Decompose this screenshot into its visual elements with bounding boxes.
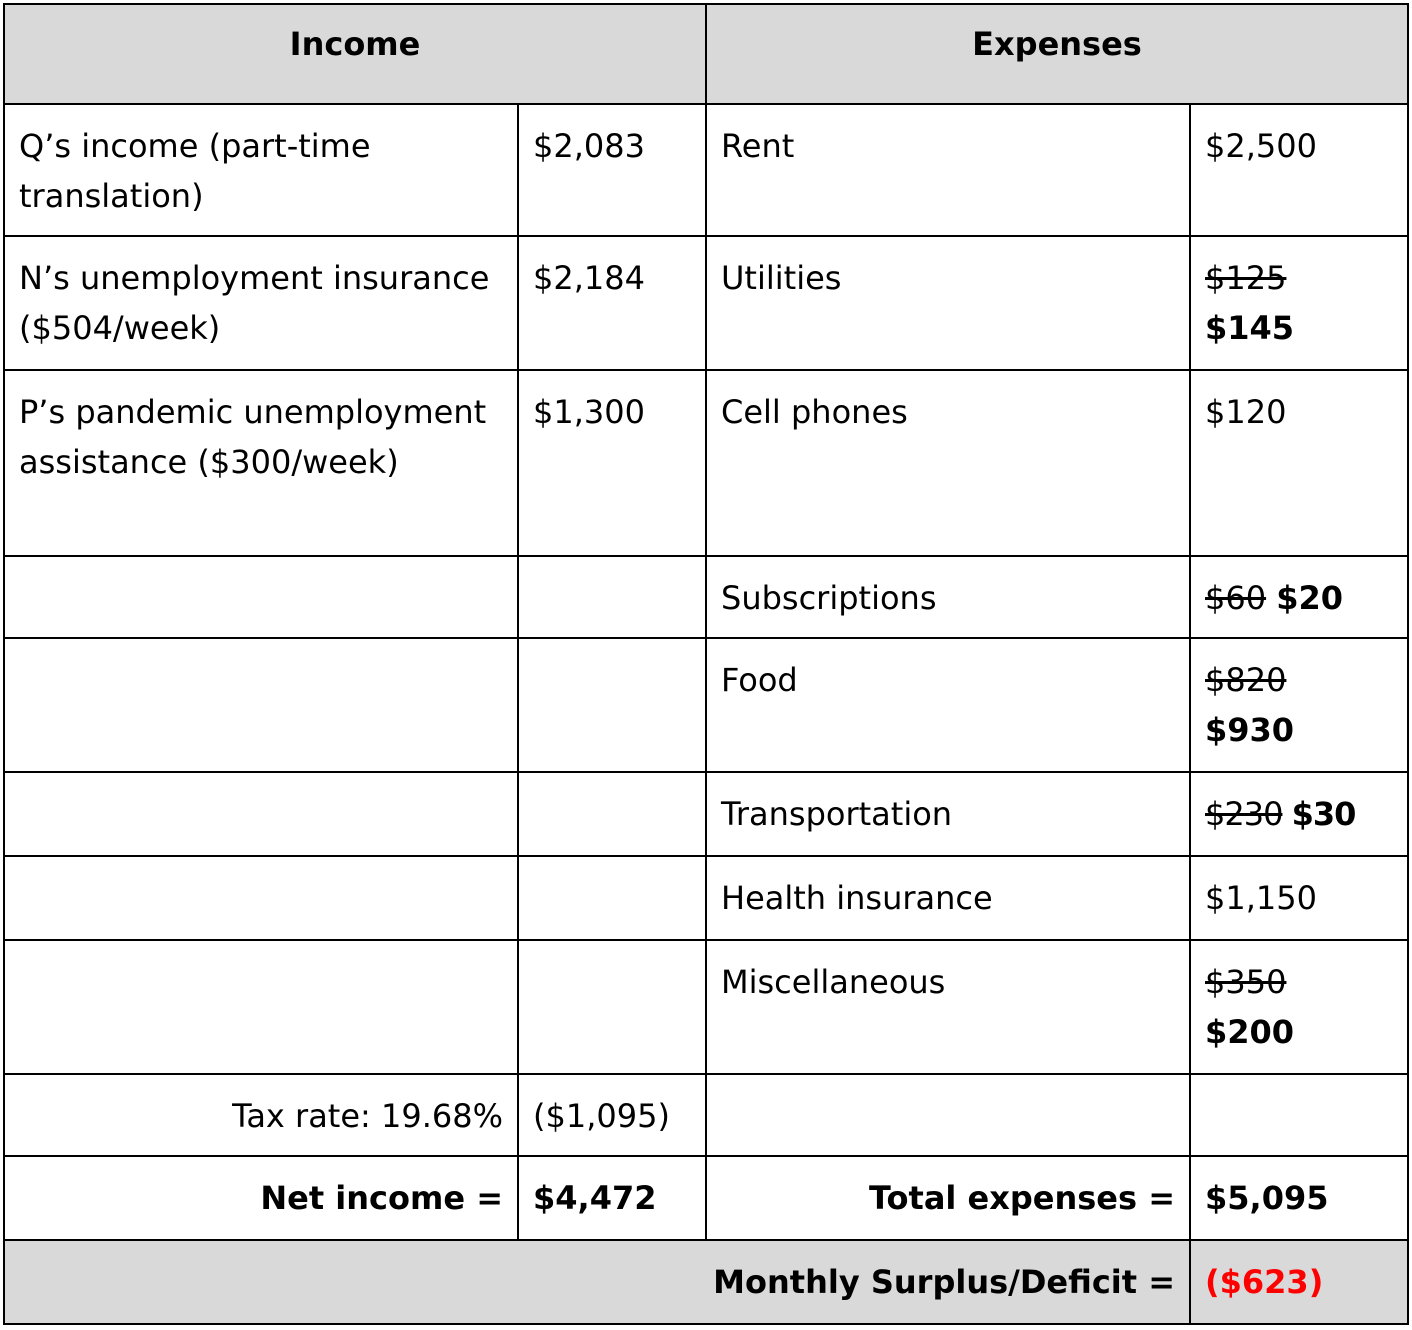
expense-new-value: $20 — [1276, 579, 1344, 617]
table-row — [4, 556, 1408, 638]
empty-cell — [4, 856, 518, 940]
income-label: N’s unemployment insurance ($504/week) — [4, 236, 518, 370]
expense-old-value: $125 — [1205, 259, 1287, 297]
empty-cell — [4, 556, 518, 638]
empty-cell — [518, 556, 706, 638]
empty-cell — [518, 940, 706, 1074]
empty-cell — [4, 638, 518, 772]
tax-rate-label: Tax rate: 19.68% — [4, 1074, 518, 1156]
expense-new-value: $930 — [1205, 711, 1295, 749]
empty-cell — [518, 638, 706, 772]
income-value: $2,083 — [518, 104, 706, 236]
empty-cell — [706, 1074, 1190, 1156]
total-expenses-value: $5,095 — [1190, 1156, 1408, 1240]
expense-value — [1190, 236, 1408, 370]
income-header: Income — [4, 4, 706, 104]
expense-label: Rent — [706, 104, 1190, 236]
header-row — [4, 4, 1408, 104]
budget-page — [3, 3, 1407, 1323]
expense-label: Subscriptions — [706, 556, 1190, 638]
total-expenses-label: Total expenses = — [706, 1156, 1190, 1240]
empty-cell — [518, 856, 706, 940]
expense-value: $2,500 — [1190, 104, 1408, 236]
income-value: $1,300 — [518, 370, 706, 556]
tax-row — [4, 1074, 1408, 1156]
income-label: Q’s income (part-time translation) — [4, 104, 518, 236]
summary-row — [4, 1240, 1408, 1324]
empty-cell — [4, 940, 518, 1074]
empty-cell — [518, 772, 706, 856]
tax-value: ($1,095) — [518, 1074, 706, 1156]
expense-value — [1190, 940, 1408, 1074]
expense-label: Utilities — [706, 236, 1190, 370]
expense-label: Cell phones — [706, 370, 1190, 556]
expense-value — [1190, 638, 1408, 772]
table-row — [4, 940, 1408, 1074]
expense-old-value: $350 — [1205, 963, 1287, 1001]
table-row — [4, 856, 1408, 940]
table-row — [4, 772, 1408, 856]
expense-old-value: $230 — [1205, 795, 1283, 833]
expense-label: Food — [706, 638, 1190, 772]
totals-row — [4, 1156, 1408, 1240]
expense-value — [1190, 772, 1408, 856]
budget-table — [3, 3, 1409, 1325]
monthly-surplus-deficit-label: Monthly Surplus/Deficit = — [4, 1240, 1190, 1324]
income-label: P’s pandemic unemployment assistance ($300/week) — [4, 370, 518, 556]
expense-old-value: $820 — [1205, 661, 1287, 699]
expense-label: Miscellaneous — [706, 940, 1190, 1074]
net-income-value: $4,472 — [518, 1156, 706, 1240]
expense-label: Transportation — [706, 772, 1190, 856]
expense-value: $120 — [1190, 370, 1408, 556]
expense-new-value: $30 — [1291, 795, 1356, 833]
expense-value: $1,150 — [1190, 856, 1408, 940]
expense-old-value: $60 — [1205, 579, 1267, 617]
monthly-surplus-deficit-value: ($623) — [1190, 1240, 1408, 1324]
table-row — [4, 236, 1408, 370]
expense-label: Health insurance — [706, 856, 1190, 940]
table-row — [4, 638, 1408, 772]
expense-new-value: $200 — [1205, 1013, 1295, 1051]
empty-cell — [1190, 1074, 1408, 1156]
expenses-header: Expenses — [706, 4, 1408, 104]
empty-cell — [4, 772, 518, 856]
table-row — [4, 104, 1408, 236]
expense-new-value: $145 — [1205, 309, 1295, 347]
expense-value — [1190, 556, 1408, 638]
income-value: $2,184 — [518, 236, 706, 370]
table-row — [4, 370, 1408, 556]
net-income-label: Net income = — [4, 1156, 518, 1240]
